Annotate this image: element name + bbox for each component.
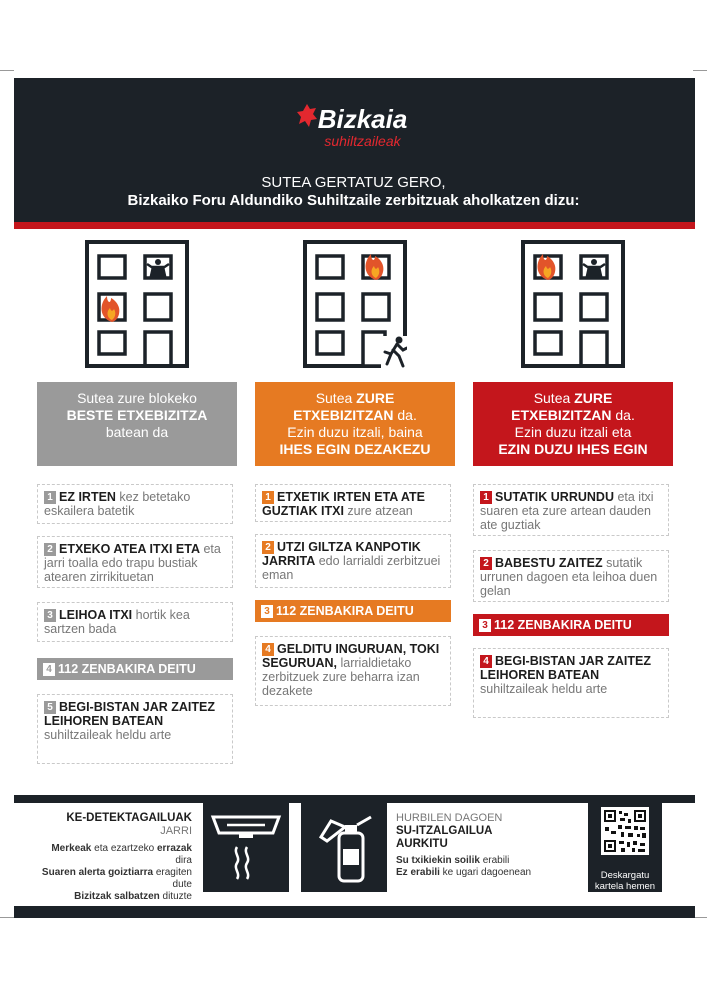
step-bold: SUTATIK URRUNDU xyxy=(495,490,614,504)
step-bold: 112 ZENBAKIRA DEITU xyxy=(58,662,196,676)
step-item xyxy=(473,550,669,602)
step-text: eta jarri toalla edo trapu bustiak atearen zirrikituetan xyxy=(44,542,221,584)
footer-bottom-bar xyxy=(14,906,695,918)
step-number: 2 xyxy=(262,541,274,554)
step-number: 1 xyxy=(480,491,492,504)
step-text: kez betetako eskailera batetik xyxy=(44,490,191,518)
banner-line: da. xyxy=(393,407,417,423)
step-item xyxy=(473,648,669,718)
detector-line: Merkeak xyxy=(51,843,92,854)
fire-extinguisher-icon xyxy=(301,803,387,892)
extinguisher-text xyxy=(396,812,546,879)
step-number: 4 xyxy=(43,663,55,676)
qr-label-line: kartela hemen xyxy=(594,881,656,892)
step-item xyxy=(255,636,451,706)
step-bold: BEGI-BISTAN JAR ZAITEZ LEIHOREN BATEAN xyxy=(44,700,216,728)
step-number: 2 xyxy=(480,557,492,570)
step-bold: 112 ZENBAKIRA DEITU xyxy=(494,618,632,632)
detector-line: eragiten dute xyxy=(153,867,192,890)
step-bold: UTZI GILTZA KANPOTIK JARRITA xyxy=(262,540,421,568)
crop-mark xyxy=(0,917,14,918)
banner-line: Sutea xyxy=(315,390,357,406)
crop-mark xyxy=(693,70,707,71)
banner-line: batean da xyxy=(105,424,169,440)
banner-line: Sutea xyxy=(533,390,575,406)
step-number: 5 xyxy=(44,701,56,714)
step-number: 2 xyxy=(44,543,56,556)
banner-line-bold: IHES EGIN DEZAKEZU xyxy=(279,441,431,457)
banner-line-bold: BESTE ETXEBIZITZA xyxy=(66,407,208,423)
step-item-call xyxy=(255,600,451,622)
scenario-banner-own-flat-trapped xyxy=(473,382,673,466)
detector-line: dituzte xyxy=(159,891,192,902)
qr-download-label[interactable] xyxy=(588,870,662,892)
building-fire-other-floor-icon xyxy=(85,240,189,368)
detector-line: dira xyxy=(175,855,192,866)
banner-line: Ezin duzu itzali, baina xyxy=(287,424,423,440)
extinguisher-tile xyxy=(301,803,387,892)
smoke-detector-tile xyxy=(203,803,289,892)
headline-line-1: SUTEA GERTATUZ GERO, xyxy=(261,174,446,191)
step-number: 3 xyxy=(44,609,56,622)
detector-title: KE-DETEKTAGAILUAK xyxy=(66,812,192,824)
brand-name: Bizkaia xyxy=(317,104,408,134)
step-item xyxy=(255,484,451,522)
step-bold: ETXETIK IRTEN ETA ATE GUZTIAK ITXI xyxy=(262,490,425,518)
extinguisher-line: Su txikiekin soilik xyxy=(396,855,480,866)
step-item xyxy=(37,536,233,588)
banner-line: Sutea zure blokeko xyxy=(77,390,197,406)
banner-line-bold: ETXEBIZITZAN xyxy=(511,407,612,423)
step-number: 4 xyxy=(480,655,492,668)
step-number: 3 xyxy=(479,619,491,632)
banner-line-bold: EZIN DUZU IHES EGIN xyxy=(498,441,648,457)
step-item xyxy=(37,602,233,642)
detector-line: eta ezartzeko xyxy=(91,843,157,854)
scenario-banner-other-flat xyxy=(37,382,237,466)
step-text: eta itxi suaren eta zure artean dauden ate guztiak xyxy=(480,490,654,532)
header-red-stripe xyxy=(14,222,695,229)
banner-line-bold: ETXEBIZITZAN xyxy=(293,407,394,423)
step-item xyxy=(255,534,451,588)
step-number: 1 xyxy=(262,491,274,504)
footer-top-bar xyxy=(14,795,695,803)
building-fire-escape-icon xyxy=(303,240,407,368)
brand-logo xyxy=(0,104,707,149)
qr-label-line: Deskargatu xyxy=(600,870,650,881)
step-bold: LEIHOA ITXI xyxy=(59,608,133,622)
extinguisher-title: HURBILEN DAGOEN xyxy=(396,812,503,824)
step-bold: GELDITU INGURUAN, TOKI SEGURUAN, xyxy=(262,642,440,670)
step-item xyxy=(37,694,233,764)
step-bold: EZ IRTEN xyxy=(59,490,116,504)
qr-download-tile[interactable] xyxy=(588,803,662,892)
smoke-detector-icon xyxy=(203,803,289,892)
extinguisher-line: Ez erabili xyxy=(396,867,440,878)
detector-line: Bizitzak salbatzen xyxy=(74,891,160,902)
step-bold: BABESTU ZAITEZ xyxy=(495,556,603,570)
step-text: suhiltzaileak heldu arte xyxy=(44,728,172,742)
step-item-call xyxy=(473,614,669,636)
step-number: 3 xyxy=(261,605,273,618)
smoke-detector-text xyxy=(40,812,192,903)
extinguisher-title-bold: SU-ITZALGAILUA xyxy=(396,825,493,837)
step-text: sutatik urrunen dagoen eta leihoa duen gelan xyxy=(480,556,658,598)
crop-mark xyxy=(693,917,707,918)
extinguisher-line: ke ugari dagoenean xyxy=(439,867,532,878)
extinguisher-line: erabili xyxy=(479,855,510,866)
step-text: hortik kea sartzen bada xyxy=(44,608,190,636)
page-headline xyxy=(0,174,707,210)
banner-line-bold: ZURE xyxy=(574,390,613,406)
banner-line: Ezin duzu itzali eta xyxy=(514,424,632,440)
step-item xyxy=(473,484,669,536)
qr-code-icon[interactable] xyxy=(588,803,662,863)
step-number: 4 xyxy=(262,643,274,656)
crop-mark xyxy=(0,70,14,71)
step-bold: ETXEKO ATEA ITXI ETA xyxy=(59,542,200,556)
extinguisher-title-bold: AURKITU xyxy=(396,838,448,850)
step-text: suhiltzaileak heldu arte xyxy=(480,682,608,696)
scenario-banner-own-flat-escape xyxy=(255,382,455,466)
step-text: edo larrialdi zerbitzuei eman xyxy=(262,554,441,582)
step-text: zure atzean xyxy=(343,504,413,518)
headline-line-2: Bizkaiko Foru Aldundiko Suhiltzaile zerbitzuak aholkatzen dizu: xyxy=(127,192,580,209)
detector-line: errazak xyxy=(156,843,192,854)
banner-line: da. xyxy=(611,407,635,423)
step-item xyxy=(37,484,233,524)
brand-subtitle: suhiltzaileak xyxy=(324,133,401,149)
step-bold: BEGI-BISTAN JAR ZAITEZ LEIHOREN BATEAN xyxy=(480,654,652,682)
detector-subtitle: JARRI xyxy=(160,825,192,837)
building-fire-trapped-icon xyxy=(521,240,625,368)
step-item-call xyxy=(37,658,233,680)
step-text: larrialdietako zerbitzuek zure beharra izan dezakete xyxy=(262,656,420,698)
step-bold: 112 ZENBAKIRA DEITU xyxy=(276,604,414,618)
detector-line: Suaren alerta goiztiarra xyxy=(41,867,154,878)
banner-line-bold: ZURE xyxy=(356,390,395,406)
step-number: 1 xyxy=(44,491,56,504)
